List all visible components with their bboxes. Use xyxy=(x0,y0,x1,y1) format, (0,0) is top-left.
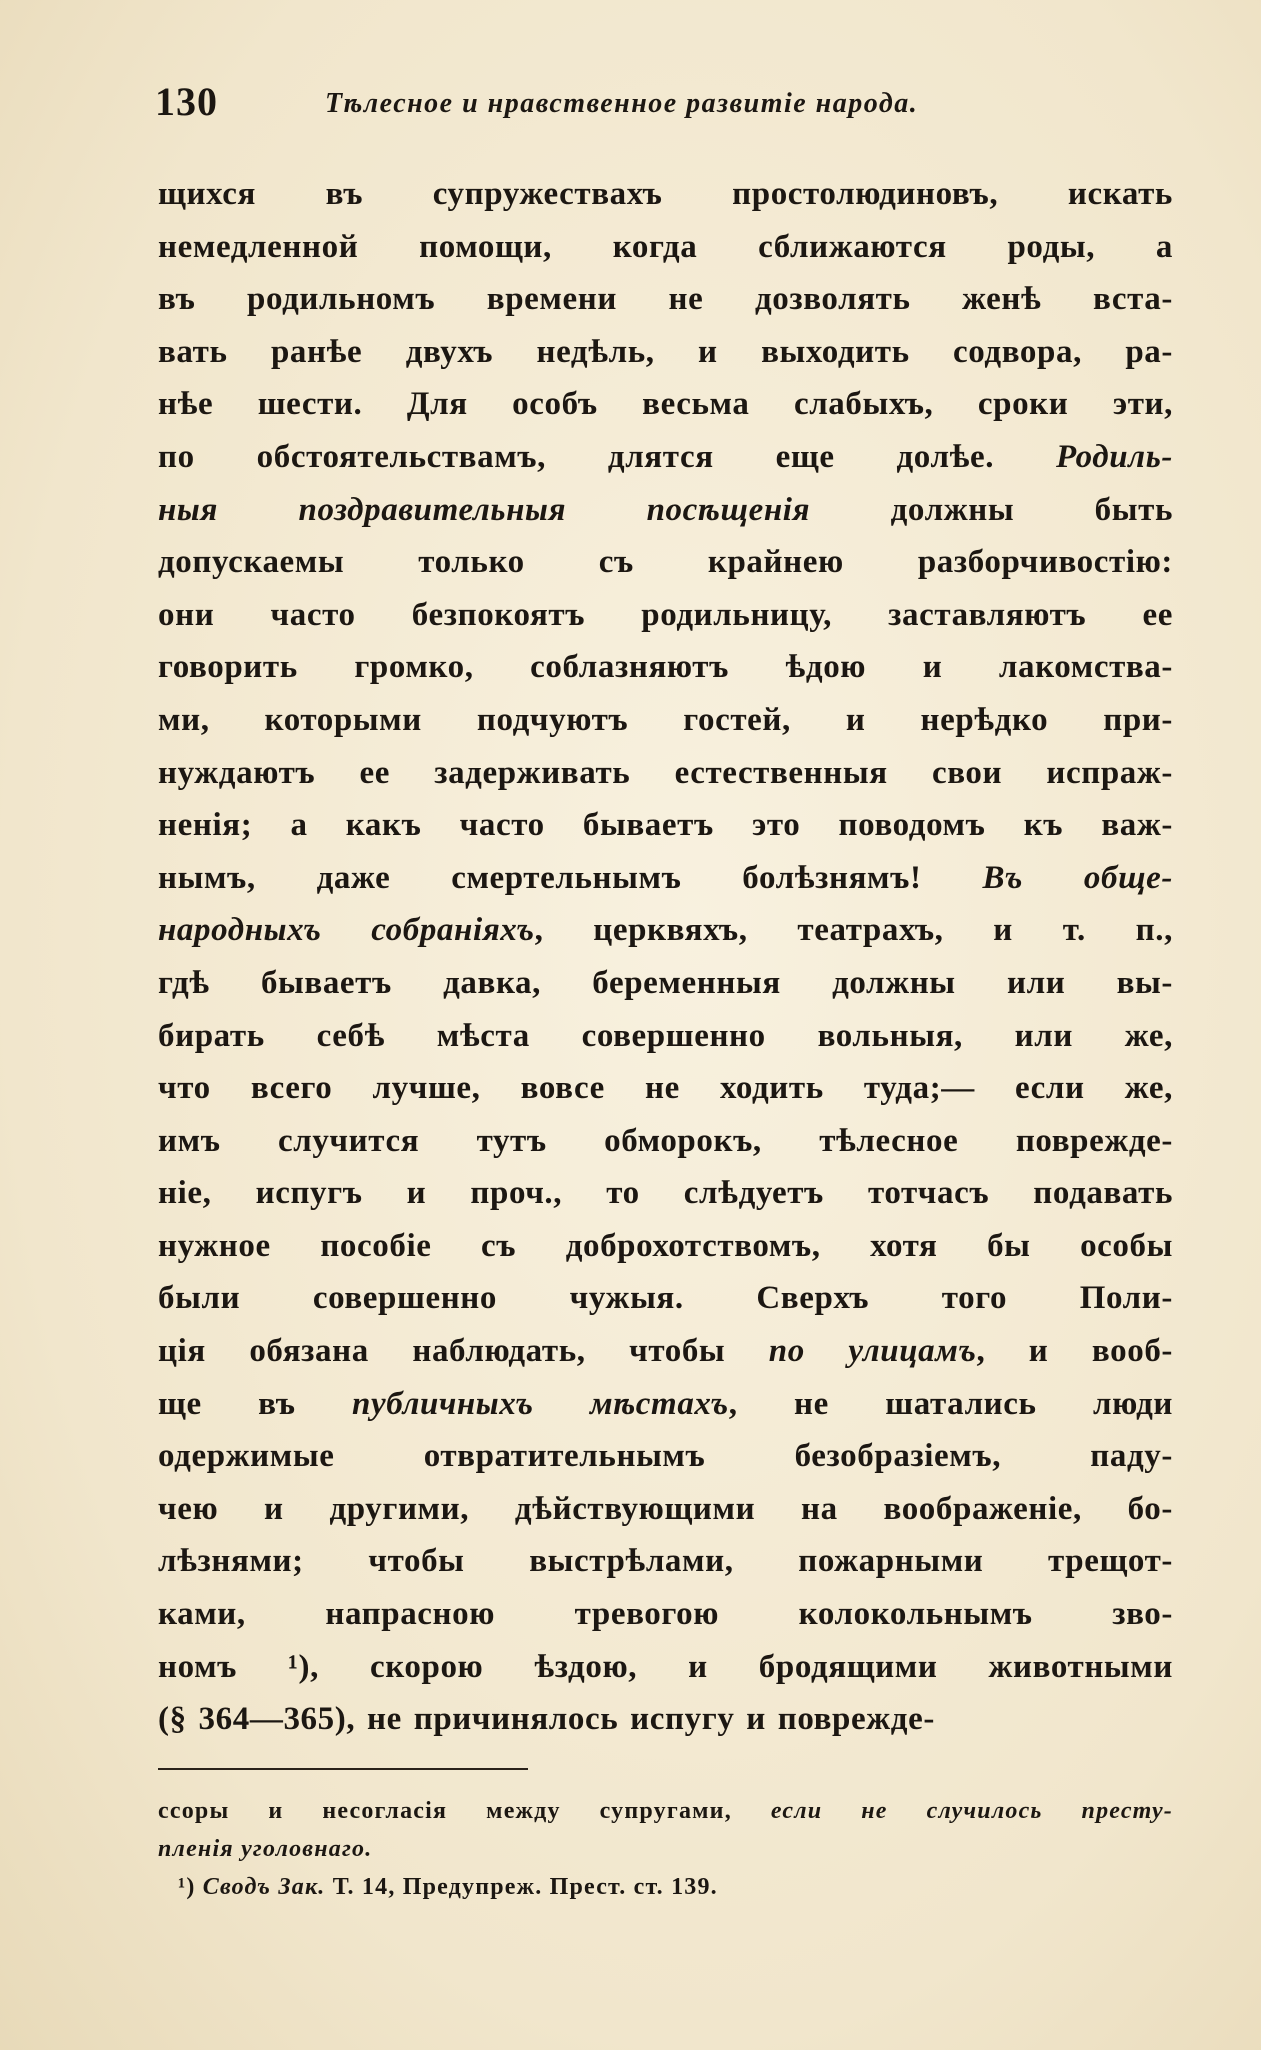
text-run: , церквяхъ, театрахъ, и т. п., xyxy=(534,912,1173,949)
text-line xyxy=(158,168,1173,221)
text-run: имъ случится тутъ обморокъ, тѣлесное поврежде- xyxy=(158,1122,1173,1159)
text-run: ненія; а какъ часто бываетъ это поводомъ къ важ- xyxy=(158,807,1173,844)
footnote-line xyxy=(158,1792,1173,1830)
text-line xyxy=(158,1325,1173,1378)
text-run: одержимые отвратительнымъ безобразіемъ, паду- xyxy=(158,1438,1173,1475)
text-run: ція обязана наблюдать, чтобы xyxy=(158,1333,769,1370)
italic-text: пленія уголовнаго. xyxy=(158,1836,373,1862)
footnote-line xyxy=(158,1868,1173,1906)
page-number: 130 xyxy=(155,79,218,124)
text-line xyxy=(158,536,1173,589)
text-run: допускаемы только съ крайнею разборчивостію: xyxy=(158,544,1173,581)
text-run: нѣе шести. Для особъ весьма слабыхъ, сроки эти, xyxy=(158,386,1173,423)
page-header xyxy=(155,78,1055,128)
text-line xyxy=(158,1535,1173,1588)
running-title: Тѣлесное и нравственное развитіе народа. xyxy=(325,88,919,119)
text-run: вать ранѣе двухъ недѣль, и выходить содвора, ра- xyxy=(158,333,1173,370)
text-run: ками, напрасною тревогою колокольнымъ зво- xyxy=(158,1596,1173,1633)
text-line xyxy=(158,1483,1173,1536)
text-line xyxy=(158,1220,1173,1273)
italic-text: народныхъ собраніяхъ xyxy=(158,912,535,949)
footnotes xyxy=(158,1792,1173,1906)
text-line xyxy=(158,1430,1173,1483)
italic-text: ныя поздравительныя посѣщенія xyxy=(158,491,811,528)
text-line xyxy=(158,641,1173,694)
text-run: должны быть xyxy=(810,491,1173,528)
text-run: гдѣ бываетъ давка, беременныя должны или вы- xyxy=(158,964,1173,1001)
text-run: номъ ¹), скорою ѣздою, и бродящими животными xyxy=(158,1648,1173,1685)
text-run: они часто безпокоятъ родильницу, заставляютъ ее xyxy=(158,596,1173,633)
main-text xyxy=(158,168,1173,1746)
text-line xyxy=(158,1378,1173,1431)
text-line xyxy=(158,957,1173,1010)
footnote-line xyxy=(158,1830,1173,1868)
italic-text: Родиль- xyxy=(1056,438,1173,475)
text-run: ми, которыми подчуютъ гостей, и нерѣдко при- xyxy=(158,701,1173,738)
text-line xyxy=(158,904,1173,957)
text-run: немедленной помощи, когда сближаются роды, а xyxy=(158,228,1173,265)
text-run: ніе, испугъ и проч., то слѣдуетъ тотчасъ подавать xyxy=(158,1175,1173,1212)
text-line xyxy=(158,484,1173,537)
text-run: что всего лучше, вовсе не ходить туда;— если же, xyxy=(158,1070,1173,1107)
text-line xyxy=(158,747,1173,800)
text-run: чею и другими, дѣйствующими на воображеніе, бо- xyxy=(158,1490,1173,1527)
text-run: нымъ, даже смертельнымъ болѣзнямъ! xyxy=(158,859,983,896)
text-run: , и вооб- xyxy=(976,1333,1173,1370)
italic-text: если не случилось престу- xyxy=(770,1798,1173,1824)
text-run: Т. 14, Предупреж. Прест. ст. 139. xyxy=(325,1874,718,1900)
text-line xyxy=(158,694,1173,747)
text-line xyxy=(158,1010,1173,1063)
italic-text: Сводъ Зак. xyxy=(202,1874,326,1900)
text-run: ссоры и несогласія между супругами, xyxy=(158,1798,771,1824)
text-run: были совершенно чужыя. Сверхъ того Поли- xyxy=(158,1280,1173,1317)
text-run: щихся въ супружествахъ простолюдиновъ, искать xyxy=(158,176,1173,212)
text-line xyxy=(158,273,1173,326)
text-line xyxy=(158,799,1173,852)
text-line xyxy=(158,1588,1173,1641)
text-line xyxy=(158,589,1173,642)
text-line xyxy=(158,1272,1173,1325)
text-run: лѣзнями; чтобы выстрѣлами, пожарными трещот- xyxy=(158,1543,1173,1580)
text-line xyxy=(158,1062,1173,1115)
text-line xyxy=(158,221,1173,274)
text-run: нуждаютъ ее задерживать естественныя свои испраж- xyxy=(158,754,1173,791)
text-line xyxy=(158,852,1173,905)
italic-text: публичныхъ мѣстахъ xyxy=(352,1385,729,1422)
text-run: , не шатались люди xyxy=(728,1385,1173,1422)
text-run: ще въ xyxy=(158,1385,353,1422)
footnote-separator xyxy=(158,1768,528,1770)
text-line xyxy=(158,1115,1173,1168)
text-run: ¹) xyxy=(178,1874,203,1900)
text-line xyxy=(158,1641,1173,1694)
text-line xyxy=(158,1167,1173,1220)
text-run: по обстоятельствамъ, длятся еще долѣе. xyxy=(158,438,1057,475)
text-line xyxy=(158,1693,1173,1746)
text-line xyxy=(158,378,1173,431)
text-run: (§ 364—365), не причинялось испугу и поврежде- xyxy=(158,1701,935,1738)
text-run: бирать себѣ мѣста совершенно вольныя, или же, xyxy=(158,1017,1173,1054)
italic-text: по улицамъ xyxy=(768,1333,977,1370)
text-run: говорить громко, соблазняютъ ѣдою и лакомства- xyxy=(158,649,1173,686)
text-run: нужное пособіе съ доброхотствомъ, хотя бы особы xyxy=(158,1227,1173,1264)
text-line xyxy=(158,431,1173,484)
text-line xyxy=(158,326,1173,379)
italic-text: Въ обще- xyxy=(982,859,1173,896)
text-run: въ родильномъ времени не дозволять женѣ вста- xyxy=(158,281,1173,318)
